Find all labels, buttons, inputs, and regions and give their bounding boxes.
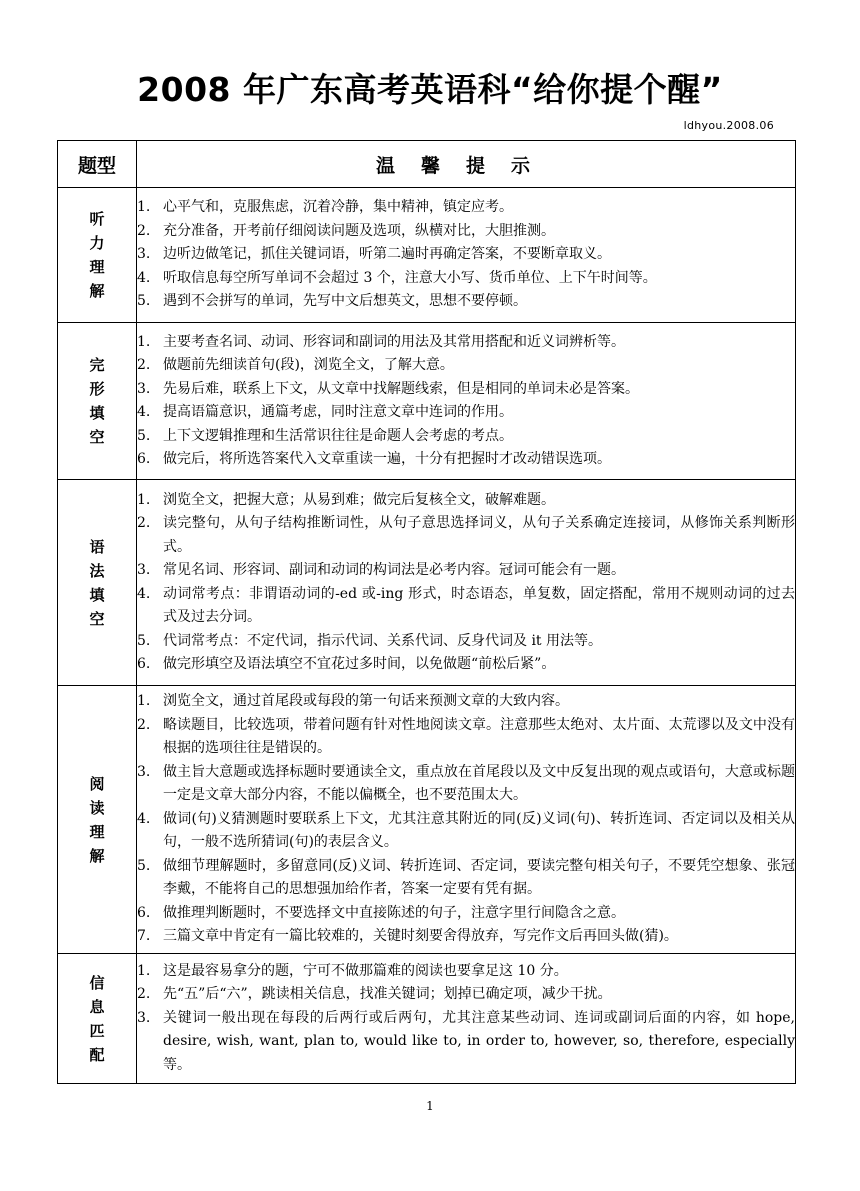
list-item-text: 做词(句)义猜测题时要联系上下文，尤其注意其附近的同(反)义词(句)、转折连词、否定词以及相关从句，一般不选所猜词(句)的表层含义。 — [163, 810, 795, 851]
list-item-text: 常见名词、形容词、副词和动词的构词法是必考内容。冠词可能会有一题。 — [163, 562, 625, 578]
list-item-number: 4. — [137, 404, 151, 420]
list-item-number: 1. — [137, 199, 151, 216]
tips-list — [137, 196, 795, 314]
list-item — [137, 290, 795, 314]
list-item-number: 3. — [137, 763, 151, 780]
table-row — [58, 323, 796, 480]
section-label — [58, 954, 137, 1084]
section-label-char: 力 — [89, 234, 105, 252]
tips-list — [137, 489, 795, 677]
section-tips — [137, 686, 796, 954]
section-label-char: 空 — [89, 609, 105, 628]
section-label-char: 填 — [89, 404, 105, 422]
list-item — [137, 983, 795, 1007]
header-tips: 温馨提示 — [137, 141, 796, 188]
section-label-char: 解 — [89, 846, 105, 865]
section-label-char: 配 — [89, 1045, 105, 1064]
table-row — [58, 480, 796, 686]
list-item-number: 1. — [137, 333, 151, 350]
section-tips — [137, 323, 796, 480]
list-item — [137, 401, 795, 425]
list-item-number: 1. — [137, 693, 151, 710]
section-label-char: 完 — [89, 356, 105, 374]
table-row — [58, 686, 796, 954]
section-tips — [137, 188, 796, 323]
section-label-char: 理 — [89, 822, 105, 841]
section-label — [58, 323, 137, 480]
list-item — [137, 354, 795, 378]
section-label-char: 形 — [89, 380, 105, 398]
list-item-number: 4. — [137, 585, 151, 602]
list-item — [137, 1007, 795, 1078]
section-label-char: 信 — [89, 973, 105, 992]
list-item — [137, 855, 795, 902]
document-title: 2008 年广东高考英语科“给你提个醒” — [137, 70, 723, 109]
list-item — [137, 243, 795, 267]
list-item-text: 三篇文章中肯定有一篇比较难的，关键时刻要舍得放弃，写完作文后再回头做(猜)。 — [163, 928, 678, 945]
section-label — [58, 480, 137, 686]
header-question-type: 题型 — [58, 141, 137, 188]
list-item — [137, 761, 795, 808]
list-item-text: 边听边做笔记，抓住关键词语，听第二遍时再确定答案，不要断章取义。 — [163, 246, 611, 263]
list-item-number: 4. — [137, 810, 151, 827]
list-item-text: 做主旨大意题或选择标题时要通读全文，重点放在首尾段以及文中反复出现的观点或语句，大意或标题一定是文章大部分内容，不能以偏概全，也不要范围太大。 — [163, 763, 795, 804]
section-label-char: 填 — [89, 585, 105, 604]
list-item-number: 4. — [137, 269, 151, 286]
list-item — [137, 583, 795, 630]
list-item-number: 5. — [137, 857, 151, 874]
list-item — [137, 690, 795, 714]
list-item-number: 2. — [137, 357, 151, 373]
section-label-char: 解 — [89, 282, 105, 300]
list-item-text: 主要考查名词、动词、形容词和副词的用法及其常用搭配和近义词辨析等。 — [163, 333, 625, 350]
list-item — [137, 714, 795, 761]
section-label-char: 语 — [89, 537, 105, 556]
list-item-text: 关键词一般出现在每段的后两行或后两句，尤其注意某些动词、连词或副词后面的内容，如 hope, desire, wish, want, plan to, would like to, in order to, however, so, therefore, especially 等。 — [163, 1009, 795, 1073]
section-label-char: 读 — [89, 798, 105, 817]
list-item-text: 先“五”后“六”，跳读相关信息，找准关键词；划掉已确定项，减少干扰。 — [163, 986, 612, 1003]
list-item — [137, 960, 795, 984]
section-label-char: 阅 — [89, 774, 105, 793]
list-item-number: 2. — [137, 986, 151, 1003]
list-item — [137, 630, 795, 654]
list-item-text: 浏览全文，把握大意；从易到难；做完后复核全文，破解难题。 — [163, 491, 555, 508]
list-item-text: 听取信息每空所写单词不会超过 3 个，注意大小写、货币单位、上下午时间等。 — [163, 269, 657, 286]
list-item-number: 2. — [137, 515, 151, 531]
list-item-number: 6. — [137, 451, 151, 467]
list-item-number: 6. — [137, 904, 151, 921]
list-item — [137, 196, 795, 220]
list-item-text: 略读题目，比较选项，带着问题有针对性地阅读文章。注意那些太绝对、太片面、太荒谬以及文中没有根据的选项往往是错误的。 — [163, 716, 795, 757]
list-item — [137, 267, 795, 291]
page-number: 1 — [426, 1099, 434, 1113]
list-item-text: 读完整句，从句子结构推断词性，从句子意思选择词义，从句子关系确定连接词，从修饰关系判断形式。 — [163, 515, 795, 555]
list-item-text: 这是最容易拿分的题，宁可不做那篇难的阅读也要拿足这 10 分。 — [163, 962, 568, 979]
list-item-text: 遇到不会拼写的单词，先写中文后想英文，思想不要停顿。 — [163, 293, 527, 310]
tips-list — [137, 960, 795, 1078]
list-item-text: 浏览全文，通过首尾段或每段的第一句话来预测文章的大致内容。 — [163, 693, 569, 710]
list-item-number: 1. — [137, 491, 151, 508]
table-header-row — [58, 141, 796, 188]
table-row — [58, 954, 796, 1084]
section-label — [58, 188, 137, 323]
list-item — [137, 653, 795, 677]
list-item-text: 做题前先细读首句(段)，浏览全文，了解大意。 — [163, 357, 454, 373]
table-row — [58, 188, 796, 323]
section-tips — [137, 954, 796, 1084]
section-tips — [137, 480, 796, 686]
list-item — [137, 378, 795, 402]
tips-list — [137, 331, 795, 472]
list-item — [137, 808, 795, 855]
list-item-number: 3. — [137, 1009, 151, 1026]
section-label — [58, 686, 137, 954]
list-item-text: 提高语篇意识，通篇考虑，同时注意文章中连词的作用。 — [163, 404, 513, 420]
section-label-char: 法 — [89, 561, 105, 580]
section-label-char: 空 — [89, 428, 105, 446]
list-item-number: 1. — [137, 962, 151, 979]
list-item — [137, 425, 795, 449]
list-item-text: 充分准备，开考前仔细阅读问题及选项，纵横对比，大胆推测。 — [163, 222, 555, 239]
list-item — [137, 448, 795, 472]
section-label-char: 理 — [89, 258, 105, 276]
list-item-number: 3. — [137, 246, 151, 263]
list-item-text: 动词常考点：非谓语动词的-ed 或-ing 形式，时态语态，单复数，固定搭配，常用不规则动词的过去式及过去分词。 — [163, 585, 795, 625]
list-item-text: 上下文逻辑推理和生活常识往往是命题人会考虑的考点。 — [163, 427, 513, 444]
list-item-text: 代词常考点：不定代词，指示代词、关系代词、反身代词及 it 用法等。 — [163, 632, 603, 649]
list-item-text: 做完后，将所选答案代入文章重读一遍，十分有把握时才改动错误选项。 — [163, 451, 611, 467]
list-item-number: 5. — [137, 427, 151, 444]
tips-list — [137, 690, 795, 949]
list-item — [137, 220, 795, 244]
list-item-number: 5. — [137, 293, 151, 310]
list-item — [137, 902, 795, 926]
list-item — [137, 925, 795, 949]
list-item — [137, 331, 795, 355]
list-item-number: 2. — [137, 716, 151, 733]
list-item-number: 2. — [137, 222, 151, 239]
list-item-number: 7. — [137, 928, 151, 945]
list-item-number: 3. — [137, 562, 151, 578]
list-item-number: 3. — [137, 380, 151, 397]
list-item-text: 做推理判断题时，不要选择文中直接陈述的句子，注意字里行间隐含之意。 — [163, 904, 625, 921]
list-item — [137, 489, 795, 513]
list-item-text: 心平气和，克服焦虑，沉着冷静，集中精神，镇定应考。 — [163, 199, 513, 216]
list-item-text: 做完形填空及语法填空不宜花过多时间，以免做题“前松后紧”。 — [163, 656, 556, 672]
list-item-number: 6. — [137, 656, 151, 672]
list-item — [137, 559, 795, 583]
section-label-char: 匹 — [89, 1021, 105, 1040]
section-label-char: 听 — [89, 210, 105, 228]
tips-table — [57, 140, 796, 1084]
list-item-text: 做细节理解题时，多留意同(反)义词、转折连词、否定词，要读完整句相关句子，不要凭空想象、张冠李戴，不能将自己的思想强加给作者，答案一定要有凭有据。 — [163, 857, 795, 898]
section-label-char: 息 — [89, 997, 105, 1016]
list-item-text: 先易后难，联系上下文，从文章中找解题线索，但是相同的单词未必是答案。 — [163, 380, 639, 397]
author-date-byline: ldhyou.2008.06 — [683, 119, 774, 132]
list-item — [137, 512, 795, 559]
list-item-number: 5. — [137, 632, 151, 649]
